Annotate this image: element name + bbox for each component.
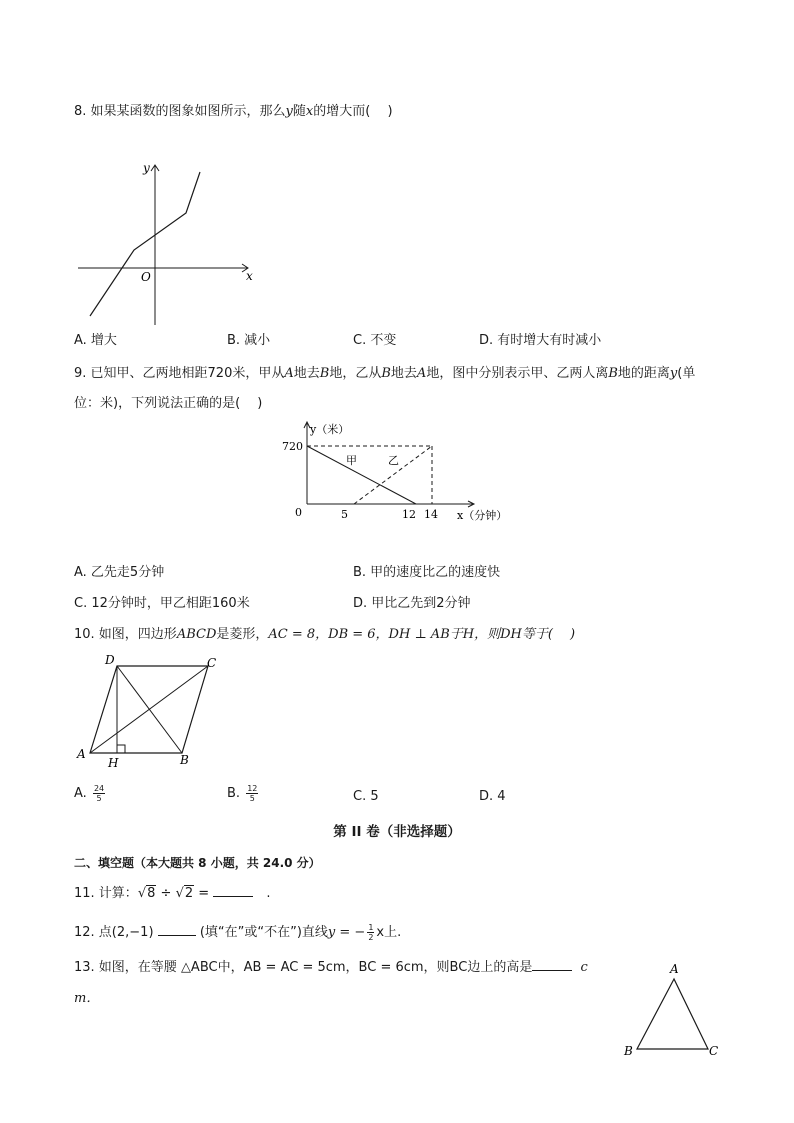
q8-prefix: 8. 如果某函数的图象如图所示，那么 [74, 104, 286, 119]
q9-distance-chart [278, 418, 528, 528]
q9-var-a2: A [416, 366, 427, 381]
q9-text-f: 地的距离 [617, 366, 670, 381]
q9-line-jia [307, 446, 416, 504]
q11-operator: ÷ [156, 886, 176, 901]
q10-option-b-fraction [246, 784, 258, 803]
q12-fraction [367, 923, 374, 942]
q8-x-label: x [246, 269, 253, 283]
q13-label-b: B [624, 1044, 633, 1058]
q9-text-d: 地去 [390, 366, 417, 381]
q10-option-a-den: 5 [96, 794, 102, 803]
q9-label-jia: 甲 [346, 454, 357, 467]
q9-y-tick-720: 720 [282, 440, 303, 453]
q10-option-d: D. 4 [479, 789, 506, 804]
q10-option-b-label: B. [227, 786, 241, 801]
q10-option-a [74, 784, 107, 803]
q10-label-c: C [207, 656, 217, 670]
q8-stem [74, 104, 393, 120]
q9-var-b1: B [319, 366, 330, 381]
q10-label-b: B [180, 753, 189, 767]
q9-x-axis-label: x（分钟） [457, 509, 508, 522]
q9-option-b: B. 甲的速度比乙的速度快 [353, 565, 501, 580]
q12-fraction-num: 1 [368, 923, 374, 932]
q9-option-d: D. 甲比乙先到2分钟 [353, 596, 471, 611]
q9-var-b2: B [381, 366, 391, 381]
q13-label-c: C [709, 1044, 719, 1058]
q11-prefix: 11. 计算： [74, 886, 138, 901]
q9-var-b3: B [608, 366, 618, 381]
q9-text-g: (单 [677, 366, 696, 381]
q11-radicand-2: 2 [184, 886, 194, 901]
q10-label-d: D [105, 653, 115, 667]
q9-text-b: 地去 [293, 366, 320, 381]
q8-origin-label: O [141, 270, 151, 284]
q9-var-a1: A [284, 366, 294, 381]
q13-unit-start: c [580, 960, 588, 975]
q10-option-c: C. 5 [353, 789, 379, 804]
q12-equation: y = − [327, 925, 366, 940]
q13-answer-blank[interactable] [532, 970, 572, 971]
q11-stem [74, 886, 270, 902]
section-2-heading: 二、填空题（本大题共 8 小题，共 24.0 分） [74, 856, 321, 870]
q13-label-a: A [670, 962, 679, 976]
q10-option-a-label: A. [74, 786, 87, 801]
q8-var-y: y [285, 104, 293, 119]
q11-sqrt-2: √2 [175, 886, 194, 901]
q11-suffix: . [253, 886, 271, 901]
q13-text: 13. 如图，在等腰 △ABC中，AB = AC = 5cm，BC = 6cm，则BC边上的高是 [74, 960, 533, 975]
q11-answer-blank[interactable] [213, 896, 253, 897]
q8-option-c: C. 不变 [353, 333, 397, 348]
q10-option-b-den: 5 [249, 794, 255, 803]
q10-option-b [227, 784, 260, 803]
q8-option-d: D. 有时增大有时减小 [479, 333, 602, 348]
q11-equals: = [194, 886, 214, 901]
q8-mid: 随 [292, 104, 306, 119]
q12-stem [74, 923, 401, 942]
q13-stem-line1 [74, 960, 588, 976]
q13-triangle [637, 979, 708, 1049]
q8-suffix: 的增大而( ) [313, 104, 393, 119]
q9-text-e: 地，图中分别表示甲、乙两人离 [426, 366, 609, 381]
q9-x-tick-14: 14 [424, 508, 438, 521]
q11-sqrt-8: √8 [137, 886, 156, 901]
q9-text-c: 地，乙从 [329, 366, 382, 381]
q8-function-graph [70, 150, 270, 330]
q9-var-y: y [669, 366, 678, 381]
q8-y-label: y [143, 161, 150, 175]
q9-y-axis-label: y（米） [310, 423, 350, 436]
q8-var-x: x [305, 104, 314, 119]
q12-fraction-den: 2 [368, 933, 374, 942]
q12-prefix: 12. 点(2,−1) [74, 925, 154, 940]
q9-stem-line2: 位：米)，下列说法正确的是( ) [74, 396, 263, 411]
q10-text-b: 是菱形， [216, 627, 269, 642]
q12-answer-blank[interactable] [158, 935, 196, 936]
q9-x-tick-12: 12 [402, 508, 416, 521]
q10-text-a: 10. 如图，四边形 [74, 627, 177, 642]
q9-x-tick-0: 0 [295, 506, 302, 519]
q10-right-angle-mark [117, 745, 125, 753]
q10-condition: AC = 8，DB = 6，DH ⊥ AB于H，则DH等于( ) [268, 627, 576, 642]
q10-diagonal-db [117, 666, 182, 753]
q10-var-abcd: ABCD [176, 627, 217, 642]
q10-option-a-num: 24 [93, 784, 105, 793]
q10-label-a: A [77, 747, 86, 761]
q9-option-a: A. 乙先走5分钟 [74, 565, 165, 580]
q9-x-tick-5: 5 [341, 508, 348, 521]
q10-option-b-num: 12 [247, 784, 258, 793]
q12-suffix: x上. [376, 925, 402, 940]
section-2-title: 第 II 卷（非选择题） [333, 824, 461, 840]
q8-function-curve [90, 172, 200, 316]
q13-stem-line2: m． [74, 991, 100, 1006]
q10-rhombus-figure [72, 652, 232, 772]
q11-radicand-8: 8 [147, 886, 156, 901]
q10-stem [74, 627, 575, 643]
q9-label-yi: 乙 [388, 454, 399, 467]
q8-option-a: A. 增大 [74, 333, 117, 348]
q12-mid: (填“在”或“不在”)直线 [199, 925, 328, 940]
q10-label-h: H [108, 756, 119, 770]
q9-stem-line1 [74, 366, 695, 382]
q9-text-a: 9. 已知甲、乙两地相距720米，甲从 [74, 366, 285, 381]
q13-triangle-figure [620, 958, 730, 1063]
q10-option-a-fraction [93, 784, 105, 803]
q9-option-c: C. 12分钟时，甲乙相距160米 [74, 596, 250, 611]
q8-option-b: B. 减小 [227, 333, 271, 348]
